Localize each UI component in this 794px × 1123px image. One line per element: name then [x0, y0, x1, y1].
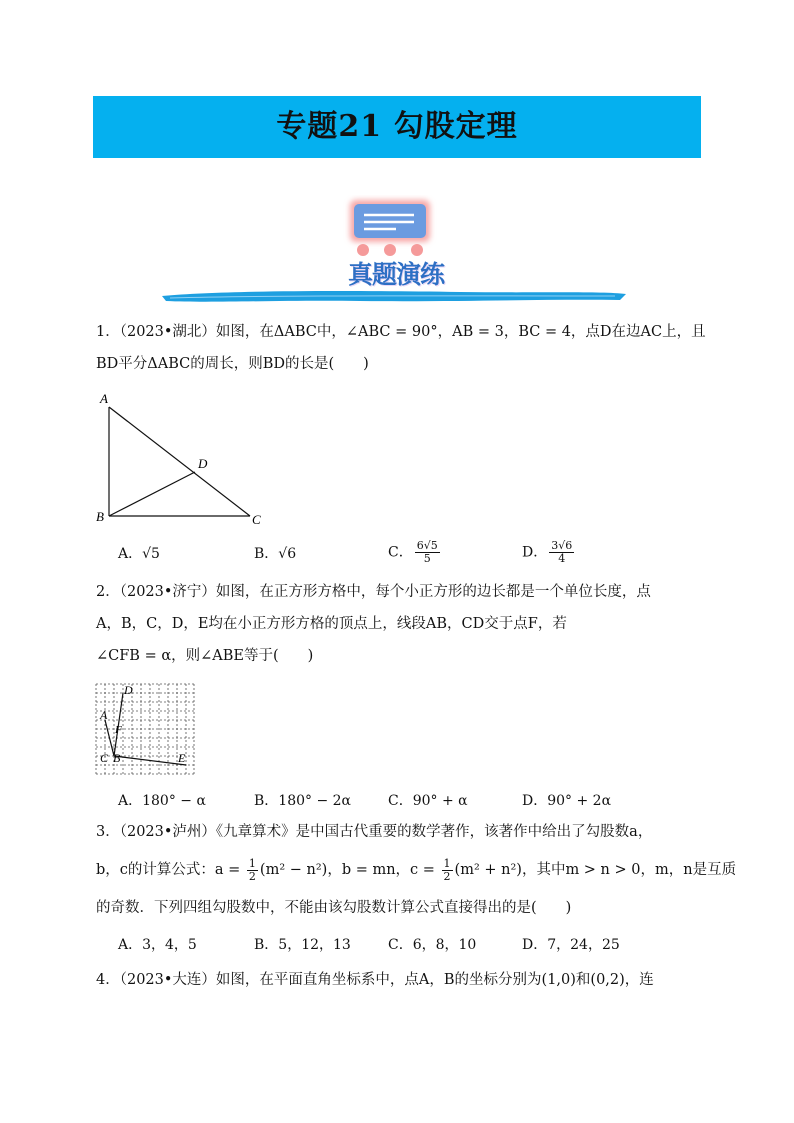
question-2-line-3: ∠CFB = α，则∠ABE等于( ) — [96, 648, 314, 664]
question-3 — [96, 816, 737, 924]
label-a: A — [100, 391, 108, 406]
option-b[interactable]: B．√6 — [254, 546, 297, 562]
option-b[interactable]: B．180° − 2α — [254, 793, 352, 809]
question-1-options — [118, 540, 698, 570]
formula-c-tail: (m² + n²)，其中m > n > 0，m，n是互质 — [454, 862, 737, 878]
label-d: D — [124, 683, 133, 697]
label-b: B — [113, 751, 121, 765]
half-numerator: 1 — [248, 856, 256, 870]
option-c-denominator: 5 — [423, 552, 431, 565]
question-4-line-1: 4．（2023•大连）如图，在平面直角坐标系中，点A，B的坐标分别为(1,0)和(0,2)，连 — [96, 972, 654, 988]
option-a[interactable]: A．3，4，5 — [118, 937, 197, 953]
question-2-line-2: A，B，C，D，E均在小正方形方格的顶点上，线段AB，CD交于点F，若 — [96, 616, 567, 632]
question-2 — [96, 576, 701, 672]
option-d[interactable]: D．7，24，25 — [522, 937, 620, 953]
question-4 — [96, 964, 701, 996]
option-d-prefix: D． — [522, 544, 548, 561]
label-f: F — [115, 724, 122, 736]
question-1-triangle-figure — [92, 390, 272, 530]
label-c: C — [252, 512, 261, 527]
half-fraction-c — [442, 858, 453, 883]
label-d: D — [198, 456, 208, 471]
half-numerator-c: 1 — [443, 856, 451, 870]
option-d-numerator: 3√6 — [551, 539, 573, 552]
option-d[interactable]: D．90° + 2α — [522, 793, 612, 809]
option-a[interactable]: A．√5 — [118, 546, 160, 562]
question-2-grid-figure — [94, 682, 196, 778]
page-title: 专题21 勾股定理 — [276, 109, 518, 144]
option-c-prefix: C． — [388, 544, 413, 561]
brush-stroke-divider — [160, 195, 630, 310]
question-3-line-2 — [96, 848, 737, 892]
section-title: 真题演练 — [348, 260, 445, 289]
question-1-line-2: BD平分ΔABC的周长，则BD的长是( ) — [96, 356, 369, 372]
option-d[interactable] — [522, 540, 576, 565]
option-c[interactable] — [388, 540, 442, 565]
question-3-line-1: 3．（2023•泸州）《九章算术》是中国古代重要的数学著作，该著作中给出了勾股数a， — [96, 824, 653, 840]
half-denominator-c: 2 — [443, 869, 451, 883]
half-fraction — [247, 858, 258, 883]
label-a: A — [100, 708, 108, 722]
question-1 — [96, 316, 706, 380]
label-c: C — [100, 751, 109, 765]
formula-a-prefix: b，c的计算公式：a = — [96, 862, 245, 878]
option-d-fraction — [549, 540, 574, 565]
option-d-denominator: 4 — [558, 552, 566, 565]
option-c-fraction — [415, 540, 440, 565]
section-header — [160, 195, 630, 310]
option-c-numerator: 6√5 — [416, 539, 438, 552]
label-e: E — [178, 751, 186, 765]
option-c[interactable]: C．6，8，10 — [388, 937, 477, 953]
question-3-line-3: 的奇数．下列四组勾股数中，不能由该勾股数计算公式直接得出的是( ) — [96, 900, 572, 916]
title-banner — [93, 96, 701, 158]
label-b: B — [96, 509, 104, 524]
half-denominator: 2 — [248, 869, 256, 883]
option-c[interactable]: C．90° + α — [388, 793, 468, 809]
option-b[interactable]: B．5，12，13 — [254, 937, 351, 953]
formula-b-c: (m² − n²)，b = mn，c = — [259, 862, 440, 878]
question-1-line-1: 1．（2023•湖北）如图，在ΔABC中，∠ABC = 90°，AB = 3，BC = 4，点D在边AC上，且 — [96, 324, 706, 340]
option-a[interactable]: A．180° − α — [118, 793, 206, 809]
question-3-options — [118, 934, 698, 964]
question-2-line-1: 2．（2023•济宁）如图，在正方形方格中，每个小正方形的边长都是一个单位长度，点 — [96, 584, 651, 600]
